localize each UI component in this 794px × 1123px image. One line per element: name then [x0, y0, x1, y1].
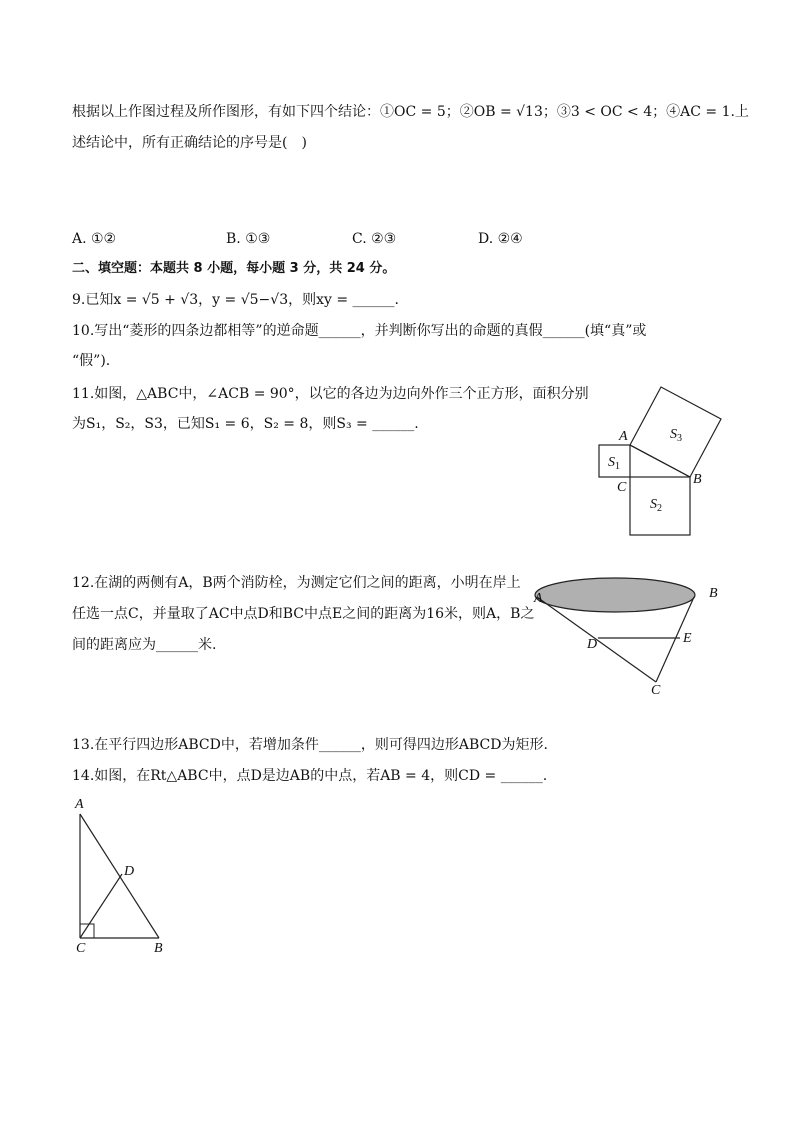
question-13: 13.在平行四边形ABCD中，若增加条件______，则可得四边形ABCD为矩形.	[72, 737, 548, 753]
q14-figure	[70, 796, 180, 961]
q11-figure	[590, 382, 730, 542]
question-12-line2: 任选一点C，并量取了AC中点D和BC中点E之间的距离为16米，则A，B之	[72, 606, 535, 622]
label-b: B	[709, 586, 718, 601]
question-10-line1: 10.写出“菱形的四条边都相等”的逆命题______，并判断你写出的命题的真假______(填“真”或	[72, 323, 647, 339]
label-e: E	[683, 631, 692, 646]
question-14-line1: 14.如图，在Rt△ABC中，点D是边AB的中点，若AB = 4，则CD = ______.	[72, 768, 548, 784]
q12-figure	[532, 570, 732, 700]
question-10-line2: “假”).	[72, 353, 111, 369]
section-2-heading: 二、填空题：本题共 8 小题，每小题 3 分，共 24 分。	[72, 261, 396, 276]
label-s1: $S_1$	[608, 455, 620, 472]
option-c[interactable]: C. ②③	[352, 231, 397, 247]
label-c: C	[617, 480, 627, 495]
question-9: 9.已知x = √5 + √3，y = √5−√3，则xy = ______.	[72, 292, 399, 308]
segment-cd	[80, 874, 122, 938]
label-s2: $S_2$	[650, 497, 662, 514]
option-a[interactable]: A. ①②	[72, 231, 117, 247]
question-11-line1: 11.如图，△ABC中，∠ACB = 90°，以它的各边为边向外作三个正方形，面积分别	[72, 386, 589, 402]
label-a: A	[619, 429, 628, 444]
option-b[interactable]: B. ①③	[226, 231, 271, 247]
label-b: B	[693, 472, 702, 487]
label-c: C	[651, 683, 661, 698]
label-a: A	[534, 591, 543, 606]
question-12-line1: 12.在湖的两侧有A，B两个消防栓，为测定它们之间的距离，小明在岸上	[72, 575, 521, 591]
q8-line2: 述结论中，所有正确结论的序号是( )	[72, 135, 307, 151]
option-d[interactable]: D. ②④	[478, 231, 523, 247]
q8-line1: 根据以上作图过程及所作图形，有如下四个结论：①OC = 5；②OB = √13；③3 < OC < 4；④AC = 1.上	[72, 104, 749, 120]
label-c: C	[76, 941, 86, 956]
label-s3: $S_3$	[670, 427, 682, 444]
label-a: A	[75, 797, 84, 812]
label-b: B	[154, 941, 163, 956]
label-d: D	[587, 637, 598, 652]
right-angle-mark	[80, 924, 94, 938]
question-11-line2: 为S₁，S₂，S3，已知S₁ = 6，S₂ = 8，则S₃ = ______.	[72, 416, 419, 432]
side-ab	[630, 445, 690, 477]
lake	[535, 578, 695, 612]
label-d: D	[124, 864, 135, 879]
question-12-line3: 间的距离应为______米.	[72, 637, 217, 653]
